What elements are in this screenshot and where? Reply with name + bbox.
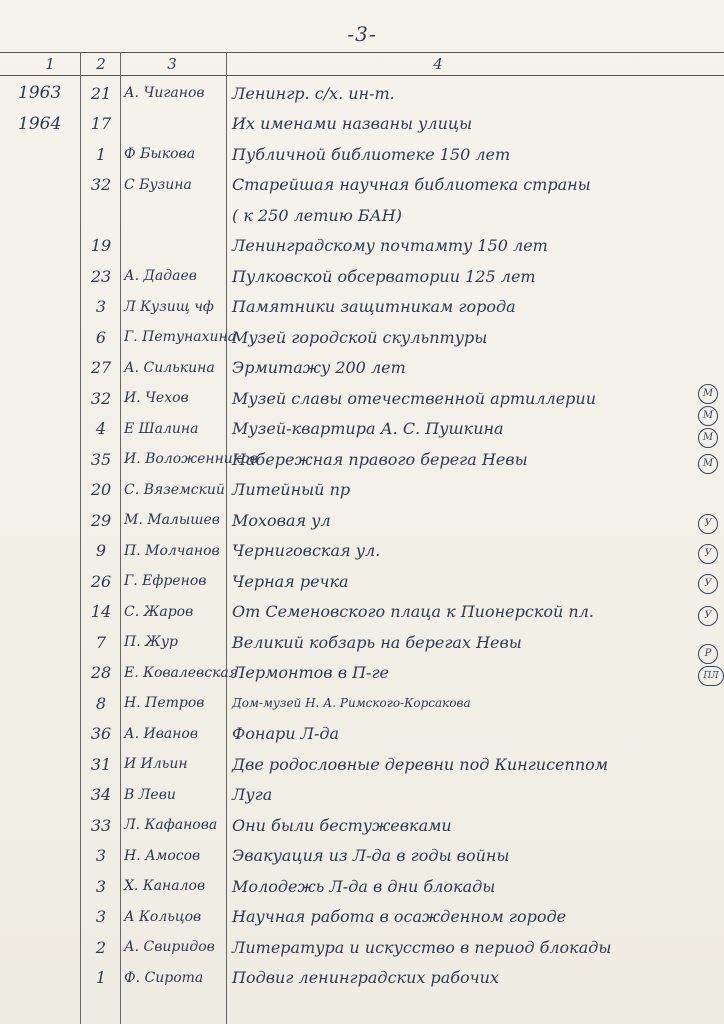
table-row [0, 536, 724, 567]
author-cell: Г. Петунахина [124, 329, 237, 346]
author-cell: М. Малышев [124, 512, 220, 529]
number-cell: 17 [90, 114, 112, 134]
author-cell: С Бузина [124, 176, 192, 193]
number-cell: 7 [95, 632, 107, 652]
table-row [0, 261, 724, 292]
title-cell: Подвиг ленинградских рабочих [232, 968, 499, 988]
number-cell: 3 [95, 297, 107, 317]
number-cell: 26 [90, 571, 112, 591]
table-row [0, 475, 724, 506]
table-row [0, 566, 724, 597]
title-cell: Луга [232, 785, 273, 805]
table-row [0, 627, 724, 658]
author-cell: Л Кузищ чф [124, 298, 214, 315]
number-cell: 4 [95, 419, 107, 439]
author-cell: Н. Петров [124, 695, 205, 712]
number-cell: 14 [90, 602, 112, 622]
title-cell: Ленингр. с/х. ин-т. [232, 83, 395, 103]
author-cell: П. Жур [124, 634, 178, 651]
author-cell: С. Вяземский [124, 481, 225, 498]
number-cell: 2 [95, 937, 107, 957]
title-cell: Эвакуация из Л-да в годы войны [232, 846, 510, 866]
number-cell: 19 [90, 236, 112, 256]
margin-circle-mark: Р [698, 644, 718, 664]
column-header-4: 4 [433, 55, 443, 73]
number-cell: 3 [95, 907, 107, 927]
table-row [0, 322, 724, 353]
column-header-1: 1 [45, 55, 55, 73]
author-cell: А. Свиридов [124, 939, 215, 956]
table-row [0, 902, 724, 933]
title-cell: Дом-музей Н. А. Римского-Корсакова [232, 696, 471, 711]
author-cell: Х. Каналов [124, 878, 206, 895]
table-row [0, 749, 724, 780]
table-row [0, 871, 724, 902]
table-row [0, 688, 724, 719]
margin-circle-mark: У [698, 606, 718, 626]
author-cell: С. Жаров [124, 603, 194, 620]
author-cell: Е Шалина [124, 420, 199, 437]
number-cell: 3 [95, 876, 107, 896]
author-cell: А. Дадаев [124, 268, 197, 285]
year-cell: 1963 [18, 83, 62, 104]
author-cell: И. Воложенников [124, 451, 258, 468]
title-cell: Черниговская ул. [232, 541, 381, 561]
table-row [0, 231, 724, 262]
table-row [0, 109, 724, 140]
title-cell: Старейшая научная библиотека страны [232, 175, 591, 195]
title-cell: Великий кобзарь на берегах Невы [232, 632, 522, 652]
title-cell: Литейный пр [232, 480, 351, 500]
entries-table [0, 78, 724, 993]
page-number: -3- [347, 22, 377, 46]
number-cell: 28 [90, 663, 112, 683]
margin-circle-mark: М [698, 428, 718, 448]
table-row [0, 139, 724, 170]
number-cell: 31 [90, 754, 112, 774]
table-row [0, 780, 724, 811]
title-cell: Их именами названы улицы [232, 114, 473, 134]
author-cell: Ф Быкова [124, 146, 196, 163]
table-row [0, 444, 724, 475]
title-cell: Ленинградскому почтамту 150 лет [232, 236, 548, 256]
table-row [0, 170, 724, 201]
number-cell: 20 [90, 480, 112, 500]
table-row [0, 658, 724, 689]
number-cell: 1 [95, 144, 107, 164]
margin-circle-mark: У [698, 574, 718, 594]
table-row [0, 810, 724, 841]
title-cell: Эрмитажу 200 лет [232, 358, 406, 378]
title-cell: Литература и искусство в период блокады [232, 937, 612, 957]
year-cell: 1964 [18, 113, 62, 134]
table-row [0, 841, 724, 872]
number-cell: 9 [95, 541, 107, 561]
author-cell: Е. Ковалевская [124, 664, 239, 681]
table-row [0, 200, 724, 231]
title-cell: Музей славы отечественной артиллерии [232, 388, 597, 408]
table-row [0, 292, 724, 323]
title-cell: ( к 250 летию БАН) [232, 205, 402, 225]
number-cell: 33 [90, 815, 112, 835]
number-cell: 27 [90, 358, 112, 378]
number-cell: 32 [90, 175, 112, 195]
title-cell: Пулковской обсерватории 125 лет [232, 266, 536, 286]
title-cell: Публичной библиотеке 150 лет [232, 144, 511, 164]
margin-circle-mark: У [698, 544, 718, 564]
table-row [0, 719, 724, 750]
margin-circle-mark: ПЛ [698, 666, 724, 686]
author-cell: А. Силькина [124, 359, 215, 376]
table-row [0, 932, 724, 963]
number-cell: 23 [90, 266, 112, 286]
author-cell: Л. Кафанова [124, 817, 218, 834]
title-cell: Две родословные деревни под Кингисеппом [232, 754, 609, 774]
title-cell: От Семеновского плаца к Пионерской пл. [232, 602, 594, 622]
table-row [0, 597, 724, 628]
author-cell: И Ильин [124, 756, 188, 773]
margin-circle-mark: М [698, 384, 718, 404]
title-cell: Фонари Л-да [232, 724, 340, 744]
header-bottom-rule [0, 75, 724, 76]
number-cell: 34 [90, 785, 112, 805]
title-cell: Моховая ул [232, 510, 331, 530]
column-header-2: 2 [96, 55, 106, 73]
title-cell: Музей городской скульптуры [232, 327, 488, 347]
table-row [0, 383, 724, 414]
title-cell: Молодежь Л-да в дни блокады [232, 876, 496, 896]
table-row [0, 963, 724, 994]
title-cell: Научная работа в осажденном городе [232, 907, 567, 927]
margin-circle-mark: М [698, 454, 718, 474]
author-cell: А. Чиганов [124, 85, 205, 102]
number-cell: 32 [90, 388, 112, 408]
margin-circle-mark: У [698, 514, 718, 534]
number-cell: 21 [90, 83, 112, 103]
table-row [0, 78, 724, 109]
author-cell: И. Чехов [124, 390, 189, 407]
number-cell: 8 [95, 693, 107, 713]
number-cell: 35 [90, 449, 112, 469]
number-cell: 29 [90, 510, 112, 530]
author-cell: А Кольцов [124, 908, 202, 925]
header-top-rule [0, 52, 724, 53]
author-cell: Ф. Сирота [124, 969, 204, 986]
author-cell: П. Молчанов [124, 542, 220, 559]
author-cell: В Леви [124, 786, 176, 803]
table-row [0, 505, 724, 536]
table-row [0, 353, 724, 384]
margin-circle-mark: М [698, 406, 718, 426]
title-cell: Памятники защитникам города [232, 297, 516, 317]
author-cell: Н. Амосов [124, 847, 201, 864]
number-cell: 36 [90, 724, 112, 744]
title-cell: Лермонтов в П-ге [232, 663, 390, 683]
number-cell: 3 [95, 846, 107, 866]
title-cell: Черная речка [232, 571, 349, 591]
title-cell: Набережная правого берега Невы [232, 449, 528, 469]
number-cell: 6 [95, 327, 107, 347]
number-cell: 1 [95, 968, 107, 988]
table-row [0, 414, 724, 445]
title-cell: Музей-квартира А. С. Пушкина [232, 419, 504, 439]
column-header-3: 3 [167, 55, 177, 73]
author-cell: А. Иванов [124, 725, 199, 742]
title-cell: Они были бестужевками [232, 815, 452, 835]
author-cell: Г. Ефренов [124, 573, 207, 590]
